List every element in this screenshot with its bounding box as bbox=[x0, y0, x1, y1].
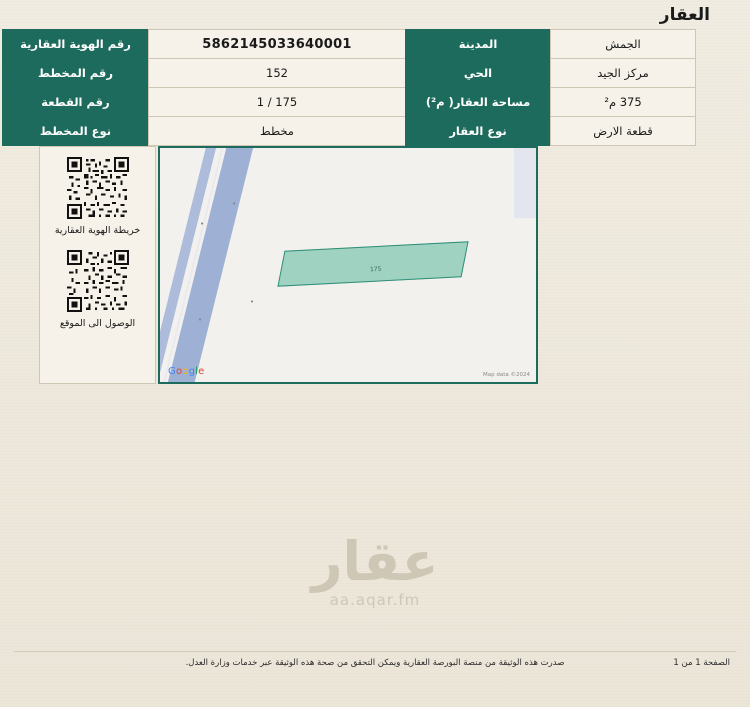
page-title: العقار bbox=[659, 5, 710, 25]
cell-property-id-value: 5862145033640001 bbox=[149, 30, 406, 59]
cell-district-label: الحي bbox=[406, 59, 551, 88]
watermark-latin: aa.aqar.fm bbox=[329, 591, 421, 609]
table-row bbox=[3, 30, 696, 59]
map-poi-marker: • bbox=[198, 316, 203, 324]
cell-property-type-value: قطعة الارض bbox=[551, 117, 696, 146]
cell-city-label: المدينة bbox=[406, 30, 551, 59]
cell-plan-type-value: مخطط bbox=[149, 117, 406, 146]
qr-panel bbox=[39, 146, 156, 384]
cell-area-value: 375 م² bbox=[551, 88, 696, 117]
map-credit: Map data ©2024 bbox=[483, 372, 530, 378]
map-poi-marker: • bbox=[200, 220, 205, 228]
cell-district-value: مركز الجيد bbox=[551, 59, 696, 88]
qr-block-location[interactable] bbox=[60, 250, 135, 329]
table-row bbox=[3, 117, 696, 146]
cell-plan-type-label: نوع المخطط bbox=[3, 117, 149, 146]
cell-property-type-label: نوع العقار bbox=[406, 117, 551, 146]
cell-plan-number-value: 152 bbox=[149, 59, 406, 88]
map-poi-marker: • bbox=[250, 298, 255, 306]
map-parcel-polygon[interactable] bbox=[277, 241, 468, 286]
property-info-table bbox=[2, 29, 696, 146]
cell-parcel-number-value: 175 / 1 bbox=[149, 88, 406, 117]
property-map[interactable] bbox=[158, 146, 538, 384]
qr-caption-property-map: خريطة الهوية العقارية bbox=[54, 225, 141, 236]
table-row bbox=[3, 88, 696, 117]
map-canvas[interactable] bbox=[160, 148, 536, 382]
qr-code-icon[interactable] bbox=[67, 250, 129, 312]
map-block-area bbox=[514, 148, 536, 218]
cell-city-value: الجمش bbox=[551, 30, 696, 59]
google-logo: Google bbox=[168, 366, 205, 377]
map-poi-marker: • bbox=[232, 200, 237, 208]
watermark-arabic: عقار bbox=[311, 530, 439, 593]
map-road-main bbox=[158, 146, 265, 384]
cell-area-label: مساحة العقار( م²) bbox=[406, 88, 551, 117]
footer-page-number: الصفحة 1 من 1 bbox=[673, 658, 730, 668]
map-parcel-label: 175 bbox=[369, 265, 382, 274]
footer-note: صدرت هذه الوثيقة من منصة البورصة العقارية ويمكن التحقق من صحة هذه الوثيقة عبر خدمات وزارة العدل. bbox=[185, 658, 565, 668]
qr-code-icon[interactable] bbox=[67, 157, 129, 219]
cell-parcel-number-label: رقم القطعة bbox=[3, 88, 149, 117]
cell-plan-number-label: رقم المخطط bbox=[3, 59, 149, 88]
cell-property-id-label: رقم الهوية العقارية bbox=[3, 30, 149, 59]
footer-divider bbox=[14, 651, 736, 652]
table-row bbox=[3, 59, 696, 88]
qr-block-property-map[interactable] bbox=[55, 157, 140, 236]
qr-caption-location: الوصول الى الموقع bbox=[59, 318, 136, 329]
watermark bbox=[0, 530, 750, 609]
